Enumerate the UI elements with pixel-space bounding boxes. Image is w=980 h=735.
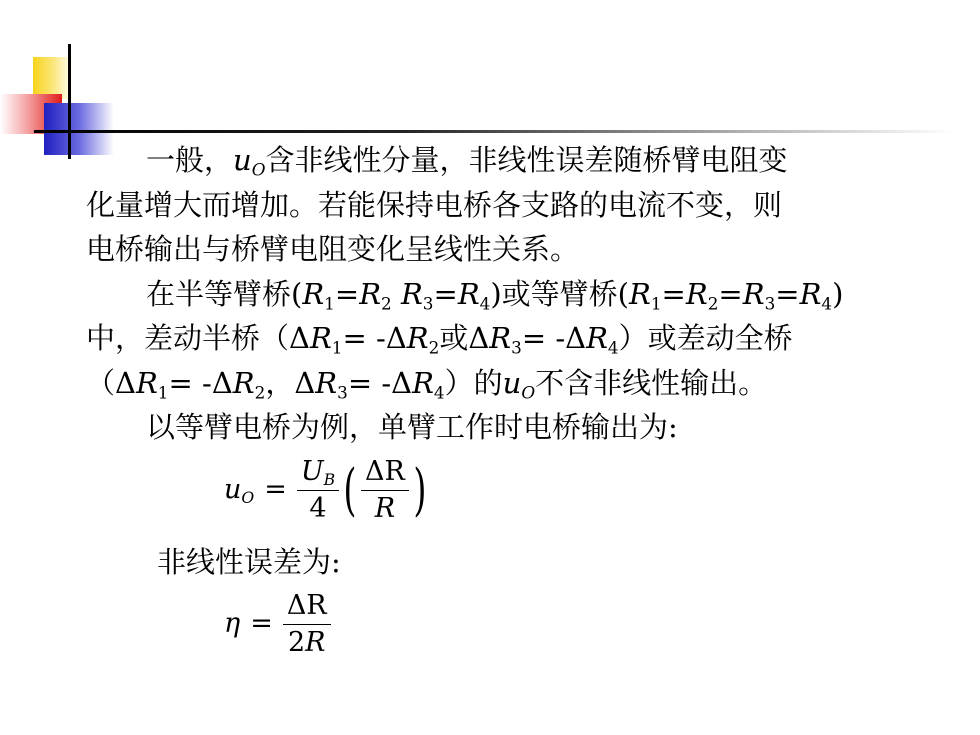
paragraph1-line2: 化量增大而增加。若能保持电桥各支路的电流不变，则 xyxy=(86,187,783,222)
paragraph2-line3: （$\Delta R_1= -\Delta R_2$，$\Delta R_3= -\Delta R_4$）的$u_O$不含非线性输出。 xyxy=(86,365,768,402)
formula1-inner-fraction: $\frac{\Delta R}{R}$ xyxy=(361,456,409,525)
paragraph1-line1: 一般，$u_O$含非线性分量，非线性误差随桥臂电阻变 xyxy=(146,143,788,180)
paragraph2-line1: 在半等臂桥($R_1=R_2$ $R_3=R_4$)或等臂桥$(R_1=R_2=R_3=R_4)$ xyxy=(146,276,844,313)
decor-horizontal-rule xyxy=(34,130,954,133)
formula2-lhs: η xyxy=(224,608,241,639)
formula-nonlinear-error: η = $\frac{\Delta R}{2R}$ xyxy=(224,590,331,659)
formula1-left-paren: ( xyxy=(343,457,357,523)
decor-vertical-line xyxy=(68,44,71,159)
decor-yellow-square xyxy=(33,57,73,99)
formula1-lhs: u xyxy=(224,474,242,505)
paragraph3-line1: 以等臂电桥为例，单臂工作时电桥输出为: xyxy=(146,410,678,444)
formula1-right-paren: ) xyxy=(413,457,427,523)
formula1-fraction: $\frac{U_B}{4}$ xyxy=(297,456,339,525)
formula-output-voltage: $u_O$ = $\frac{U_B}{4}$ ( $\frac{\Delta R}{R}$ ) xyxy=(224,456,427,524)
paragraph1-line3: 电桥输出与桥臂电阻变化呈线性关系。 xyxy=(86,232,580,266)
slide-body xyxy=(86,138,946,450)
nonlinear-error-label: 非线性误差为: xyxy=(157,545,341,579)
formula2-fraction: $\frac{\Delta R}{2R}$ xyxy=(283,590,331,659)
paragraph2-line2: 中，差动半桥（$\Delta R_1= -\Delta R_2$或$\Delta R_3= -\Delta R_4$）或差动全桥 xyxy=(86,321,793,358)
